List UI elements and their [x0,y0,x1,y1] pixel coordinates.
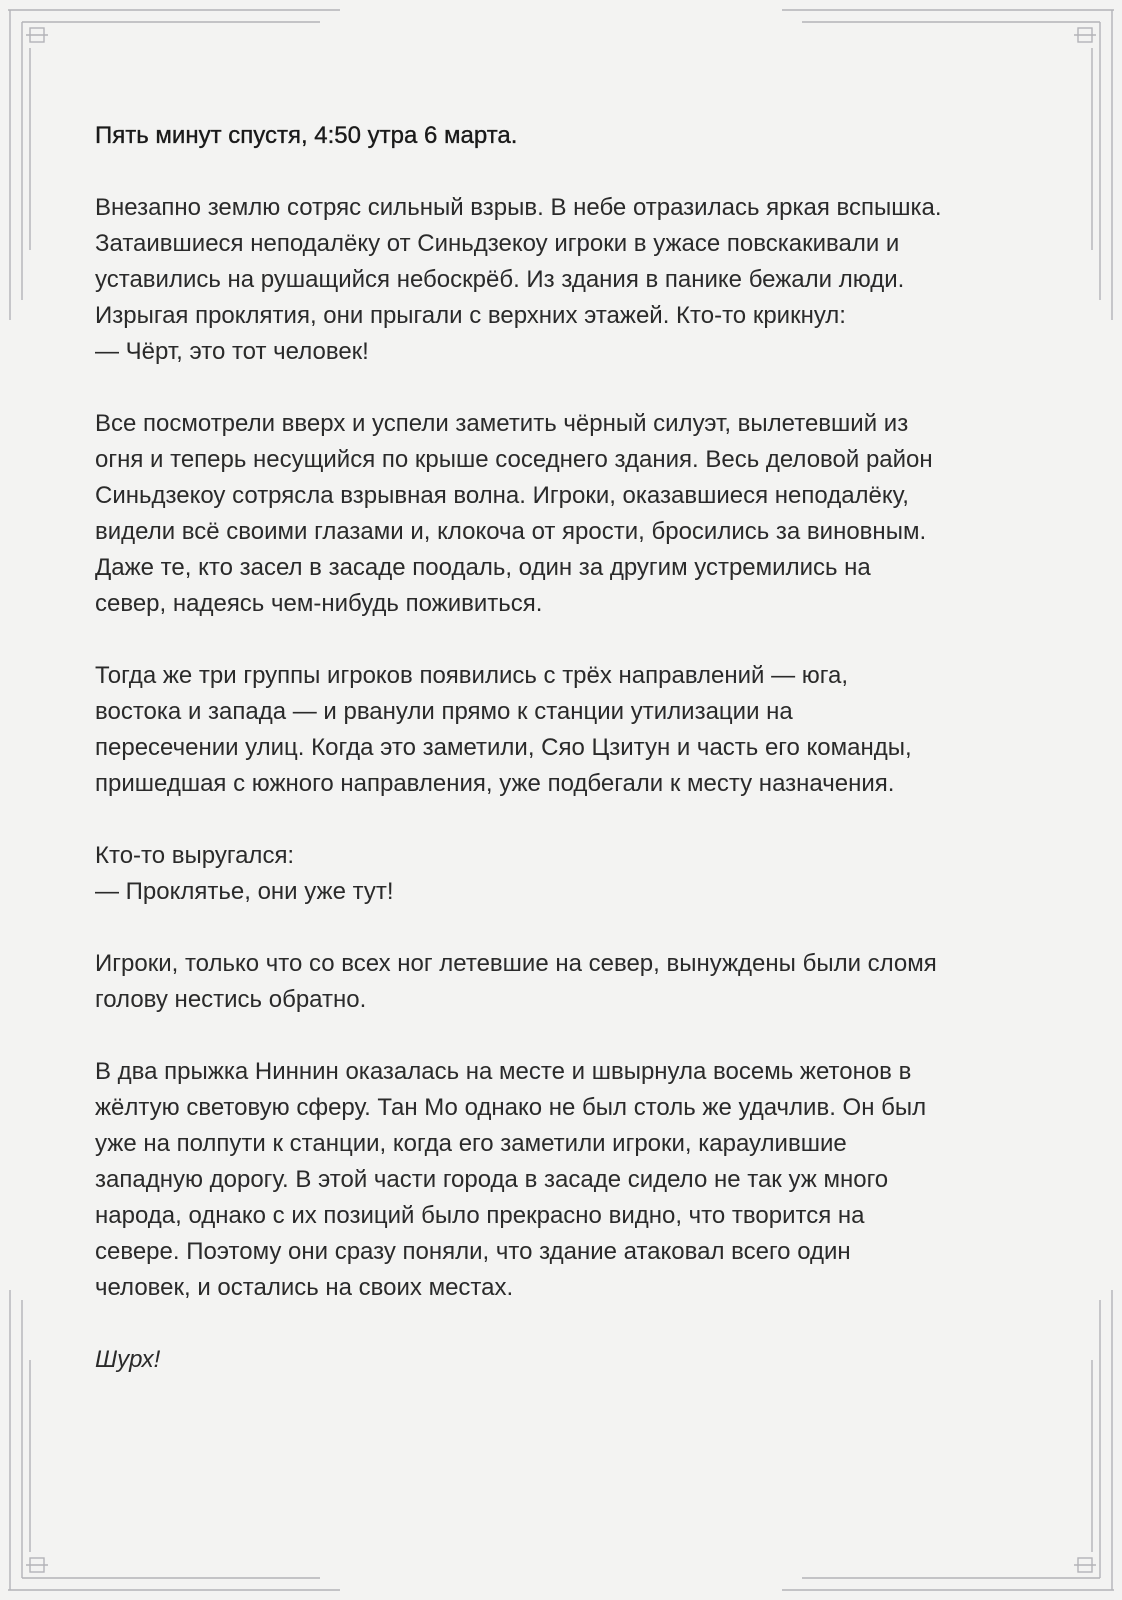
text-line: — Чёрт, это тот человек! [95,338,369,365]
text-line: Шурх! [95,1346,161,1373]
text-line: Все посмотрели вверх и успели заметить чёрный силуэт, вылетевший из [95,410,909,437]
section-heading: Пять минут спустя, 4:50 утра 6 марта. [95,122,518,149]
paragraph-5 [95,946,1025,1018]
text-line: Игроки, только что со всех ног летевшие на север, вынуждены были сломя [95,950,937,977]
text-line: пришедшая с южного направления, уже подбегали к месту назначения. [95,770,895,797]
paragraph-3 [95,658,1025,802]
text-line: Кто-то выругался: [95,842,295,869]
text-line: Внезапно землю сотряс сильный взрыв. В небе отразилась яркая вспышка. [95,194,942,221]
paragraph-2 [95,406,1025,622]
paragraph-6 [95,1054,1025,1306]
document-body [95,118,1025,1414]
text-line: видели всё своими глазами и, клокоча от ярости, бросились за виновным. [95,518,927,545]
text-line: Синьдзекоу сотрясла взрывная волна. Игроки, оказавшиеся неподалёку, [95,482,909,509]
text-line: севере. Поэтому они сразу поняли, что здание атаковал всего один [95,1238,851,1265]
text-line: голову нестись обратно. [95,986,367,1013]
text-line: огня и теперь несущийся по крыше соседнего здания. Весь деловой район [95,446,933,473]
text-line: север, надеясь чем-нибудь поживиться. [95,590,543,617]
paragraph-4 [95,838,1025,910]
text-line: В два прыжка Ниннин оказалась на месте и швырнула восемь жетонов в [95,1058,912,1085]
text-line: народа, однако с их позиций было прекрасно видно, что творится на [95,1202,865,1229]
text-line: уставились на рушащийся небоскрёб. Из здания в панике бежали люди. [95,266,905,293]
text-line: Даже те, кто засел в засаде поодаль, один за другим устремились на [95,554,871,581]
text-line: — Проклятье, они уже тут! [95,878,394,905]
text-line: западную дорогу. В этой части города в засаде сидело не так уж много [95,1166,889,1193]
text-line: востока и запада — и рванули прямо к станции утилизации на [95,698,793,725]
text-line: жёлтую световую сферу. Тан Мо однако не был столь же удачлив. Он был [95,1094,927,1121]
text-line: человек, и остались на своих местах. [95,1274,514,1301]
text-line: Изрыгая проклятия, они прыгали с верхних этажей. Кто-то крикнул: [95,302,846,329]
text-line: Затаившиеся неподалёку от Синьдзекоу игроки в ужасе повскакивали и [95,230,900,257]
sound-effect-line [95,1342,1025,1378]
text-line: Тогда же три группы игроков появились с трёх направлений — юга, [95,662,849,689]
text-line: пересечении улиц. Когда это заметили, Сяо Цзитун и часть его команды, [95,734,912,761]
text-line: уже на полпути к станции, когда его заметили игроки, караулившие [95,1130,847,1157]
paragraph-1 [95,190,1025,370]
